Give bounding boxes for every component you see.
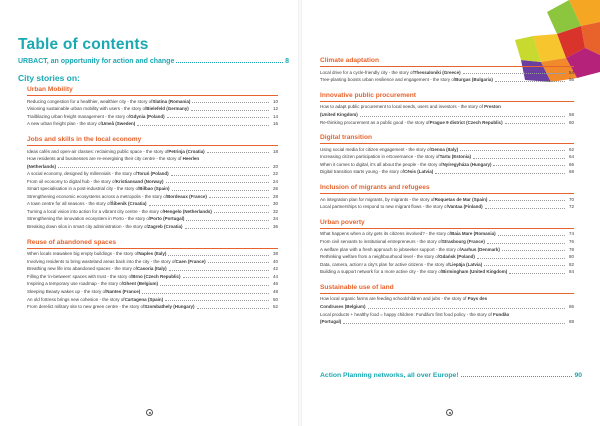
entry-city: Zagreb (Croatia) [147, 224, 183, 230]
leader-dots [208, 262, 269, 263]
entry-city: Birmingham (United Kingdom) [442, 269, 508, 275]
entry-page: 78 [568, 246, 574, 252]
entry-title: Digital transition starts young - the story of [320, 169, 405, 175]
entry-title: Tree-planting boosts urban resilience and engagement - the story of [320, 77, 456, 83]
toc-entry[interactable] [320, 119, 574, 127]
entry-page: 56 [568, 77, 574, 83]
entry-page: 30 [272, 201, 278, 207]
toc-entry[interactable] [320, 153, 574, 161]
leader-dots [461, 376, 573, 377]
entry-page: 40 [272, 258, 278, 264]
entry-page: 84 [568, 269, 574, 275]
section-divider [320, 193, 574, 194]
toc-entry[interactable] [27, 296, 278, 304]
lead-entry[interactable] [18, 58, 289, 65]
leader-dots [171, 175, 269, 176]
leader-dots [214, 212, 269, 213]
entry-city: Petrinja (Croatia) [168, 148, 205, 154]
leader-dots [473, 158, 565, 159]
entry-title: Increasing citizen participation in eGovernance - the story of [320, 154, 440, 160]
entry-city: Ghent (Belgium) [123, 281, 159, 287]
toc-entry[interactable] [27, 105, 278, 113]
leader-dots [505, 123, 565, 124]
leader-dots [463, 73, 565, 74]
entry-page: 66 [568, 161, 574, 167]
leader-dots [487, 243, 565, 244]
toc-entry[interactable] [320, 268, 574, 276]
entry-title: Breathing new life into abandoned spaces - the story of [27, 266, 137, 272]
section-divider [320, 293, 574, 294]
toc-entry[interactable] [27, 148, 278, 156]
entry-city: Vantaa (Finland) [447, 204, 483, 210]
entry-page: 64 [568, 154, 574, 160]
leader-dots [142, 293, 269, 294]
entry-title: Building a support network for a more active city - the story of [320, 269, 443, 275]
entry-title: When locals reawaken big empty buildings - the story of [27, 251, 139, 257]
leader-dots [186, 220, 269, 221]
leader-dots [509, 273, 565, 274]
toc-entry[interactable] [27, 273, 278, 281]
entry-page: 12 [272, 106, 278, 112]
entry-page: 86 [568, 303, 574, 309]
entry-title: Smart specialisation in a post-industrial city - the story of [27, 186, 140, 192]
leader-dots [368, 308, 565, 309]
entry-page: 36 [272, 224, 278, 230]
toc-entry[interactable] [27, 185, 278, 193]
toc-entry[interactable] [320, 238, 574, 246]
entry-title: Local partnerships to respond to new migrant flows - the story of [320, 204, 448, 210]
action-planning-page: 90 [574, 372, 582, 379]
entry-page: 82 [568, 261, 574, 267]
toc-entry[interactable] [320, 261, 574, 269]
section-divider [320, 143, 574, 144]
entry-page: 24 [272, 178, 278, 184]
entry-page: 38 [272, 251, 278, 257]
entry-city: Gdańsk (Poland) [439, 254, 475, 260]
entry-city: Bielefeld (Germany) [146, 106, 189, 112]
entry-city: Preston [484, 104, 501, 110]
entry-title: Local drive for a cycle-friendly city - the story of [320, 69, 414, 75]
entry-page: 34 [272, 216, 278, 222]
section-heading: Inclusion of migrants and refugees [320, 183, 430, 191]
entry-title: Sleeping Beauty wakes up - the story of [27, 289, 107, 294]
entry-city: Tartu (Estonia) [439, 154, 471, 160]
entry-title: Turning a local vision into action for a vibrant city centre - the story of [27, 208, 164, 214]
entry-page: 46 [272, 281, 278, 287]
entry-city: Burgas (Bulgaria) [455, 77, 493, 83]
toc-entry[interactable] [27, 250, 278, 258]
entry-title: How residents and businesses are re-energising their city centre - the story of [27, 156, 183, 162]
leader-dots [477, 258, 565, 259]
action-planning-entry[interactable] [320, 372, 582, 379]
entry-title: Involving residents to bring wasteland areas back into the city - the story of [27, 258, 176, 264]
toc-entry[interactable] [320, 69, 574, 77]
leader-dots [435, 173, 565, 174]
section-heading: Urban poverty [320, 218, 365, 226]
section-divider [320, 66, 574, 67]
entry-page: 88 [568, 319, 574, 325]
entry-title: A welfare plan with a fresh approach to jobseeker support - the story of [320, 246, 461, 252]
entry-page: 16 [272, 121, 278, 127]
toc-entry[interactable] [320, 103, 574, 118]
toc-section [320, 57, 574, 84]
entry-title: From civil servants to institutional entrepreneurs - the story of [320, 239, 442, 244]
section-heading: Innovative public procurement [320, 91, 416, 99]
leader-dots [160, 285, 269, 286]
entry-city: Umeå (Sweden) [101, 121, 136, 127]
entry-title: Strengthening the innovation ecosystem in Porto - the story of [27, 216, 151, 222]
entry-title: What happens when a city gets its citizens involved? - the story of [320, 231, 452, 237]
entry-city: Roquetas de Mar (Spain) [434, 196, 488, 202]
section-heading: Climate adaptation [320, 57, 379, 64]
entry-city-continued: Condruses (Belgium) [320, 303, 366, 309]
leader-dots [484, 265, 565, 266]
toc-entry[interactable] [27, 200, 278, 208]
entry-title: Inspiring a temporary use roadmap - the story of [27, 281, 124, 287]
toc-section [320, 92, 574, 126]
entry-page: 28 [272, 193, 278, 199]
leader-dots [489, 200, 565, 201]
entry-title: An old fortress brings new cohesion - the story of [27, 296, 125, 302]
entry-page: 32 [272, 208, 278, 214]
toc-section [320, 284, 574, 326]
leader-dots [183, 277, 269, 278]
entry-city: Pays des [467, 296, 488, 302]
right-toc-column [320, 57, 574, 334]
entry-title: Breaking down silos in smart city administration - the story of [27, 224, 148, 230]
leader-dots [169, 270, 269, 271]
leader-dots [493, 165, 565, 166]
leader-dots [460, 150, 565, 151]
entry-page: 26 [272, 186, 278, 192]
entry-title: Trailblazing urban freight management - the story of [27, 113, 131, 119]
entry-title: Ideas cafés and open-air classes: reclaiming public space - the story of [27, 148, 169, 154]
entry-city: Nyíregyháza (Hungary) [442, 161, 492, 167]
entry-title: From oil economy to digital hub - the story of [27, 178, 116, 184]
toc-entry[interactable] [27, 178, 278, 186]
entry-city: Nantes (France) [106, 289, 141, 294]
left-toc-column [27, 86, 278, 319]
entry-page: 20 [272, 163, 278, 169]
toc-entry[interactable] [320, 76, 574, 84]
city-stories-heading: City stories on: [18, 73, 80, 83]
entry-city-continued: (Netherlands) [27, 163, 57, 169]
entry-title: A town centre for all seasons - the story of [27, 201, 111, 207]
leader-dots [58, 167, 269, 168]
section-divider [320, 101, 574, 102]
entry-city: Slatina (Romania) [152, 98, 191, 104]
entry-title: Strengthening economic ecosystems across a metropolis - the story of [27, 193, 168, 199]
section-heading: Digital transition [320, 134, 373, 142]
entry-city: Kristiansand (Norway) [115, 178, 164, 184]
toc-entry[interactable] [27, 215, 278, 223]
entry-page: 18 [272, 148, 278, 154]
toc-entry[interactable] [320, 230, 574, 238]
leader-dots [165, 300, 269, 301]
entry-city: Hengelo (Netherlands) [163, 208, 212, 214]
entry-page: 48 [272, 289, 278, 294]
toc-entry[interactable] [27, 303, 278, 311]
entry-page: 58 [568, 112, 574, 118]
entry-city: Toruń (Poland) [136, 171, 169, 177]
entry-city: Szombathely (Hungary) [144, 304, 195, 310]
entry-title: A new urban freight plan - the story of [27, 121, 102, 127]
leader-dots [502, 250, 565, 251]
entry-page: 60 [568, 119, 574, 125]
entry-title: Filling the 'in-between' spaces with trust - the story of [27, 273, 133, 279]
entry-city: Prague 9 district (Czech Republic) [429, 119, 503, 125]
leader-dots [207, 152, 269, 153]
toc-entry[interactable] [320, 295, 574, 310]
entry-title: An integration plan for migrants, by migrants - the story of [320, 196, 435, 202]
lead-entry-label: URBACT, an opportunity for action and change [18, 58, 175, 65]
entry-city: Šibenik (Croatia) [110, 201, 147, 207]
leader-dots [185, 228, 269, 229]
entry-city: Strasbourg (France) [441, 239, 485, 244]
entry-city-continued: (Portugal) [320, 319, 342, 325]
leader-dots [343, 323, 565, 324]
entry-title: How local organic farms are feeding schoolchildren and jobs - the story of [320, 296, 468, 302]
page-marker-icon [146, 409, 153, 416]
section-divider [27, 145, 278, 146]
toc-entry[interactable] [27, 223, 278, 231]
entry-title: Rethinking welfare from a neighbourhood level - the story of [320, 254, 440, 260]
entry-city: Porto (Portugal) [150, 216, 185, 222]
toc-entry[interactable] [320, 168, 574, 176]
toc-section [320, 219, 574, 276]
lead-entry-page: 8 [285, 58, 289, 65]
entry-title: How to adapt public procurement to local needs, users and investors - the story of [320, 104, 485, 110]
toc-section [320, 184, 574, 211]
entry-page: 50 [272, 296, 278, 302]
toc-entry[interactable] [320, 161, 574, 169]
entry-city-continued: (United Kingdom) [320, 112, 358, 118]
leader-dots [149, 205, 269, 206]
entry-page: 62 [568, 146, 574, 152]
entry-city: Heerlen [182, 156, 200, 162]
entry-city: Cartagena (Spain) [124, 296, 164, 302]
leader-dots [209, 197, 269, 198]
entry-city: Naples (Italy) [138, 251, 167, 257]
toc-entry[interactable] [27, 98, 278, 106]
entry-page: 52 [272, 304, 278, 310]
entry-page: 74 [568, 231, 574, 237]
entry-title: Re-thinking procurement as a public good - the story of [320, 119, 430, 125]
toc-entry[interactable] [320, 203, 574, 211]
toc-section [27, 136, 278, 231]
leader-dots [137, 125, 269, 126]
section-divider [320, 228, 574, 229]
entry-city: Fundão [492, 311, 510, 317]
entry-city: Thessaloniki (Greece) [413, 69, 461, 75]
entry-city: Gdynia (Poland) [130, 113, 165, 119]
toc-section [320, 134, 574, 176]
toc-entry[interactable] [320, 146, 574, 154]
entry-title: Local products + healthy food = happy children: Fundão's first food policy - the story of [320, 311, 493, 317]
toc-entry[interactable] [27, 193, 278, 201]
section-heading: Reuse of abandoned spaces [27, 238, 117, 246]
entry-title: Using social media for citizen engagement - the story of [320, 146, 431, 152]
entry-page: 54 [568, 69, 574, 75]
leader-dots [176, 62, 283, 63]
entry-page: 10 [272, 98, 278, 104]
entry-title: When it comes to digital, it's all about the people - the story of [320, 161, 443, 167]
entry-page: 44 [272, 273, 278, 279]
leader-dots [167, 117, 269, 118]
section-heading: Urban Mobility [27, 86, 73, 93]
page-title: Table of contents [18, 36, 149, 53]
section-heading: Sustainable use of land [320, 283, 394, 291]
leader-dots [191, 110, 269, 111]
entry-title: From derelict military site to new green centre - the story of [27, 304, 145, 310]
action-planning-label: Action Planning networks, all over Europe! [320, 372, 459, 379]
leader-dots [485, 208, 565, 209]
page-marker-icon [446, 409, 453, 416]
leader-dots [168, 255, 269, 256]
entry-page: 76 [568, 239, 574, 244]
book-gutter [298, 0, 302, 426]
entry-page: 70 [568, 196, 574, 202]
toc-entry[interactable] [27, 208, 278, 216]
entry-city: Liepāja (Latvia) [449, 261, 483, 267]
entry-page: 14 [272, 113, 278, 119]
entry-city: Genoa (Italy) [430, 146, 459, 152]
toc-entry[interactable] [27, 155, 278, 170]
entry-city: Bordeaux (France) [167, 193, 207, 199]
toc-entry[interactable] [27, 288, 278, 296]
entry-city: Aarhus (Denmark) [460, 246, 500, 252]
entry-title: Visioning sustainable urban mobility with users - the story of [27, 106, 147, 112]
toc-section [27, 86, 278, 128]
toc-entry[interactable] [27, 120, 278, 128]
entry-page: 68 [568, 169, 574, 175]
entry-page: 22 [272, 171, 278, 177]
entry-page: 42 [272, 266, 278, 272]
entry-title: Reducing congestion for a healthier, wealthier city - the story of [27, 98, 153, 104]
entry-city: Casoria (Italy) [136, 266, 167, 272]
leader-dots [498, 235, 565, 236]
toc-entry[interactable] [320, 311, 574, 326]
leader-dots [197, 308, 269, 309]
toc-section [27, 239, 278, 311]
toc-entry[interactable] [27, 265, 278, 273]
toc-entry[interactable] [320, 246, 574, 254]
entry-city: Caen (France) [175, 258, 206, 264]
leader-dots [192, 102, 269, 103]
section-heading: Jobs and skills in the local economy [27, 135, 142, 143]
entry-page: 72 [568, 204, 574, 210]
toc-entry[interactable] [27, 258, 278, 266]
section-divider [27, 248, 278, 249]
entry-city: Baia Mare (Romania) [451, 231, 496, 237]
entry-title: Data, camera, action! a city's plan for active citizens - the story of [320, 261, 450, 267]
right-page [300, 0, 600, 426]
toc-entry[interactable] [27, 113, 278, 121]
toc-entry[interactable] [27, 170, 278, 178]
leader-dots [495, 81, 565, 82]
entry-title: A social economy, designed by millennials - the story of [27, 171, 137, 177]
leader-dots [166, 182, 269, 183]
section-divider [27, 95, 278, 96]
leader-dots [360, 116, 565, 117]
leader-dots [172, 190, 269, 191]
toc-entry[interactable] [320, 253, 574, 261]
toc-entry[interactable] [320, 196, 574, 204]
entry-city: Bilbao (Spain) [139, 186, 170, 192]
entry-page: 80 [568, 254, 574, 260]
toc-entry[interactable] [27, 280, 278, 288]
entry-city: Cēsis (Latvia) [404, 169, 434, 175]
entry-city: Brno (Czech Republic) [132, 273, 181, 279]
